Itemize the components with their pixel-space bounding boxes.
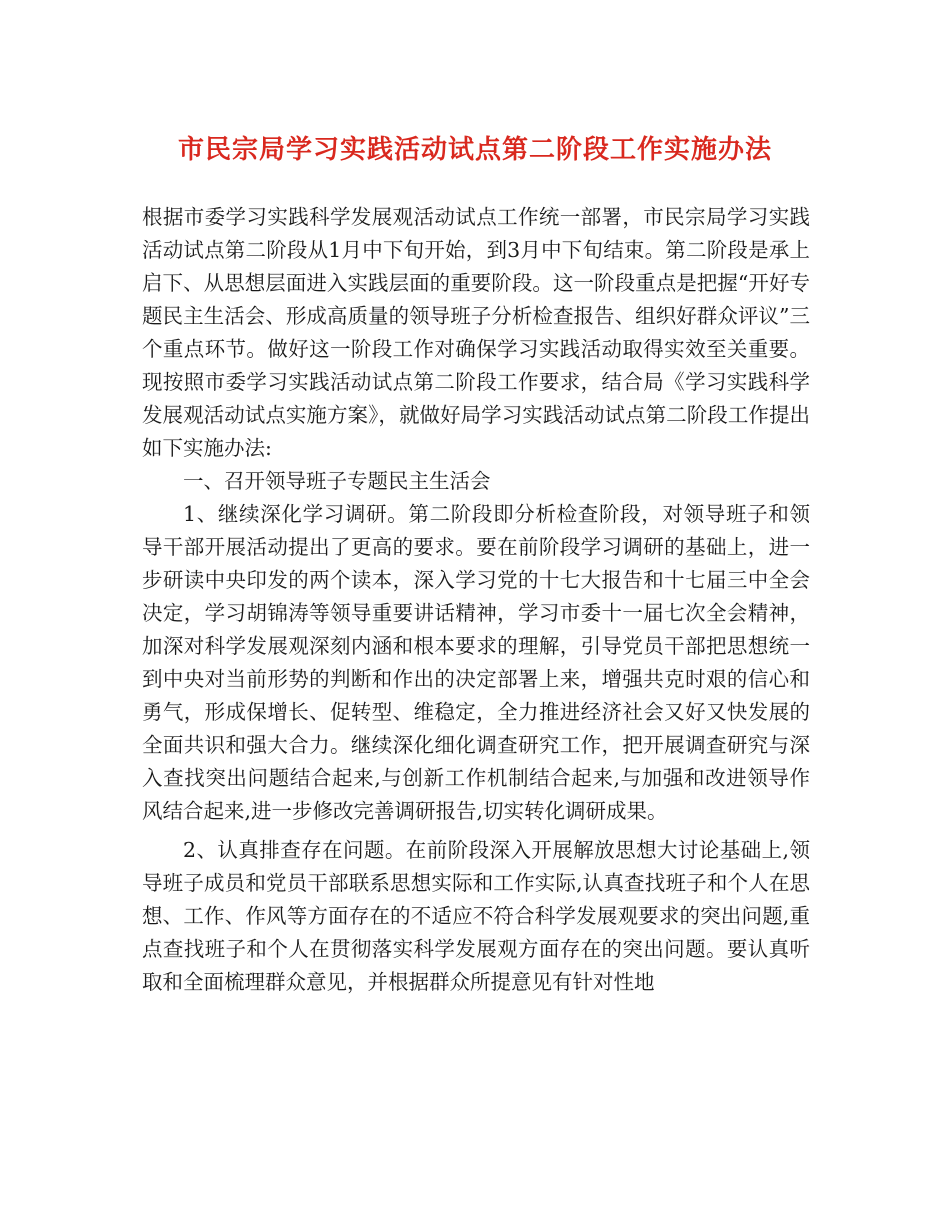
section-heading-1: 一、召开领导班子专题民主生活会: [183, 469, 491, 493]
paragraph-intro: 根据市委学习实践科学发展观活动试点工作统一部署，市民宗局学习实践活动试点第二阶段从1月中下旬开始，到3月中下旬结束。第二阶段是承上启下、从思想层面进入实践层面的重要阶段。这一阶段重点是把握“开好专题民主生活会、形成高质量的领导班子分析检查报告、组织好群众评议”三个重点环节。做好这一阶段工作对确保学习实践活动取得实效至关重要。现按照市委学习实践活动试点第二阶段工作要求，结合局《学习实践科学发展观活动试点实施方案》，就做好局学习实践活动试点第二阶段工作提出如下实施办法:: [142, 205, 810, 460]
document-body: [142, 201, 810, 999]
document-title: 市民宗局学习实践活动试点第二阶段工作实施办法: [177, 135, 772, 165]
paragraph-item-1: 1、继续深化学习调研。第二阶段即分析检查阶段，对领导班子和领导干部开展活动提出了更高的要求。要在前阶段学习调研的基础上，进一步研读中央印发的两个读本，深入学习党的十七大报告和十七届三中全会决定，学习胡锦涛等领导重要讲话精神，学习市委十一届七次全会精神，加深对科学发展观深刻内涵和根本要求的理解，引导党员干部把思想统一到中央对当前形势的判断和作出的决定部署上来，增强共克时艰的信心和勇气，形成保增长、促转型、维稳定，全力推进经济社会又好又快发展的全面共识和强大合力。继续深化细化调查研究工作，把开展调查研究与深入查找突出问题结合起来,与创新工作机制结合起来,与加强和改进领导作风结合起来,进一步修改完善调研报告,切实转化调研成果。: [142, 502, 810, 823]
paragraph-item-2: 2、认真排查存在问题。在前阶段深入开展解放思想大讨论基础上,领导班子成员和党员干部联系思想实际和工作实际,认真查找班子和个人在思想、工作、作风等方面存在的不适应不符合科学发展观要求的突出问题,重点查找班子和个人在贯彻落实科学发展观方面存在的突出问题。要认真听取和全面梳理群众意见，并根据群众所提意见有针对性地: [142, 838, 810, 994]
